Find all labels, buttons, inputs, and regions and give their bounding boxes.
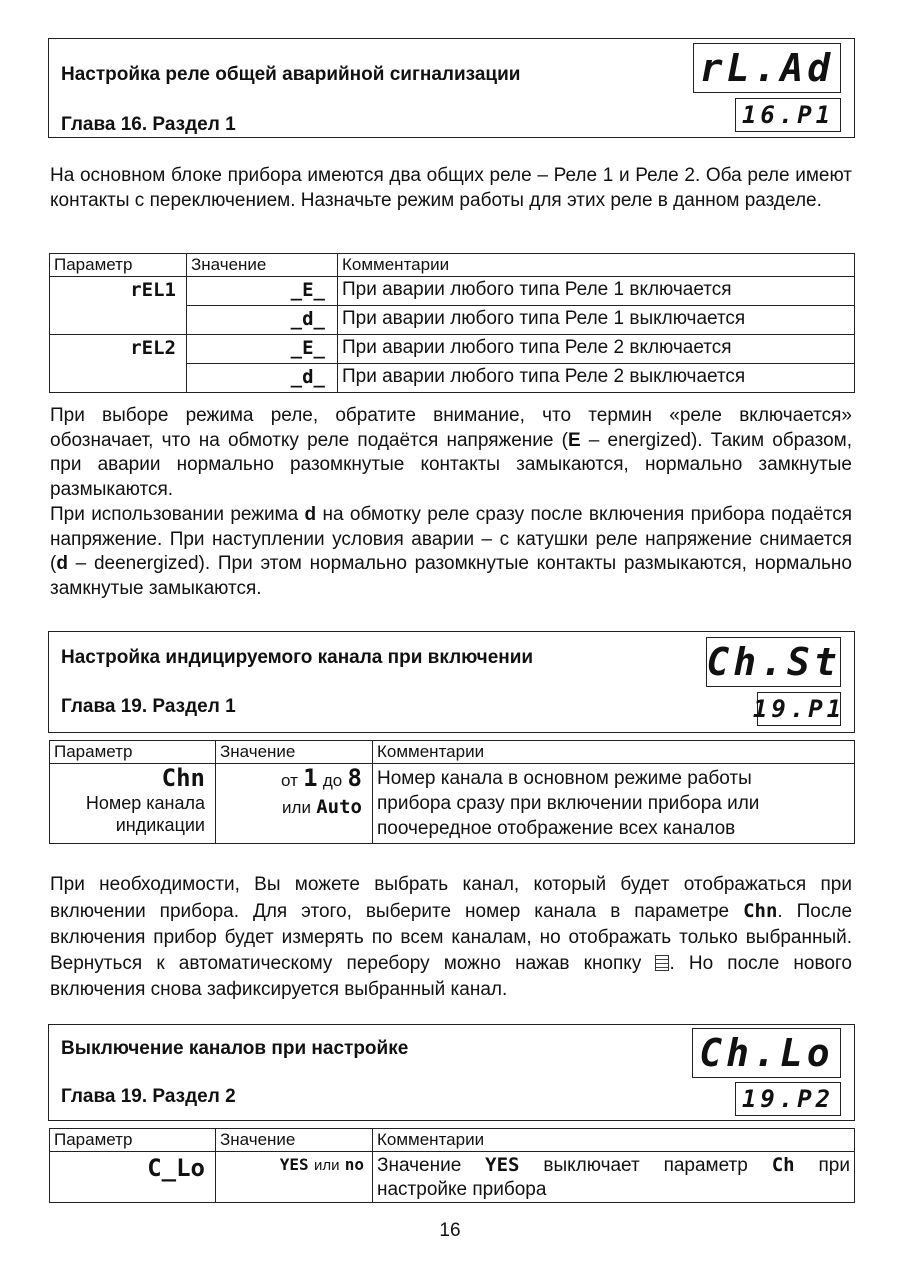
header-param: Параметр xyxy=(50,741,216,764)
section1-note1 xyxy=(50,404,852,502)
comment-text: Значение xyxy=(377,1155,486,1176)
note-bold: E xyxy=(567,429,581,451)
value-word: или xyxy=(282,798,311,817)
header-value: Значение xyxy=(216,1129,373,1152)
note-text: При выборе режима реле, обратите внимание, что термин «реле включается» обозначает, что на обмотку реле подаётся напряжение ( xyxy=(50,405,852,451)
table-row xyxy=(50,764,855,844)
value-cell: _E_ xyxy=(187,277,338,306)
value-code: 1 xyxy=(303,764,318,792)
section2-chapter: Глава 19. Раздел 1 xyxy=(61,696,236,717)
menu-button-icon xyxy=(655,955,669,971)
value-cell: _d_ xyxy=(187,364,338,393)
param-rel2: rEL2 xyxy=(50,335,187,393)
param-desc-line2: индикации xyxy=(115,815,205,835)
note-bold: d xyxy=(304,504,317,525)
value-cell: _d_ xyxy=(187,306,338,335)
comment-cell: При аварии любого типа Реле 2 включается xyxy=(338,335,855,364)
table-header-row xyxy=(50,1129,855,1152)
table-row xyxy=(50,335,855,364)
note-text: – deenergized). При этом нормально разомкнутые контакты размыкаются, нормально замкнутые замыкаются. xyxy=(50,553,852,599)
note-text: на обмотку реле сразу после включения прибора подаётся напряжение. При наступлении условия аварии – с катушки реле напряжение снимается ( xyxy=(50,504,852,574)
table-row xyxy=(50,1152,855,1203)
value-code: no xyxy=(344,1155,364,1174)
value-code: YES xyxy=(279,1155,309,1174)
param-desc-line1: Номер канала xyxy=(85,793,205,813)
comment-code: Ch xyxy=(771,1154,795,1176)
section3-title: Выключение каналов при настройке xyxy=(61,1038,409,1059)
section2-display-sub: 19.P1 xyxy=(757,692,841,726)
comment-text: выключает параметр xyxy=(519,1155,772,1176)
table-header-row xyxy=(50,254,855,277)
value-cell xyxy=(216,1152,373,1203)
comment-text: при настройке прибора xyxy=(377,1155,850,1200)
section1-intro: На основном блоке прибора имеются два общих реле – Реле 1 и Реле 2. Оба реле имеют контакты с переключением. Назначьте режим работы для этих реле в данном разделе. xyxy=(50,165,852,211)
section1-table xyxy=(49,253,855,393)
section1-title: Настройка реле общей аварийной сигнализации xyxy=(61,64,521,85)
header-comment: Комментарии xyxy=(373,741,855,764)
value-cell xyxy=(216,764,373,844)
header-comment: Комментарии xyxy=(338,254,855,277)
para-code: Chn xyxy=(743,900,778,922)
header-value: Значение xyxy=(216,741,373,764)
comment-cell: При аварии любого типа Реле 1 выключается xyxy=(338,306,855,335)
section3-table xyxy=(49,1128,855,1203)
page-number: 16 xyxy=(439,1220,461,1241)
para-text: . Но после нового включения снова зафиксируется выбранный канал. xyxy=(50,953,853,1000)
section2-table xyxy=(49,740,855,844)
value-code: 8 xyxy=(347,764,362,792)
note-text: – energized). Таким образом, при аварии нормально разомкнутые контакты замыкаются, нормально замкнутые размыкаются. xyxy=(50,429,852,500)
section2-title: Настройка индицируемого канала при включении xyxy=(61,647,534,668)
comment-cell xyxy=(373,1152,855,1203)
note-bold: d xyxy=(56,553,68,574)
param-chn: Chn xyxy=(161,764,205,792)
section3-display-sub: 19.P2 xyxy=(735,1082,841,1116)
comment-cell: При аварии любого типа Реле 2 выключается xyxy=(338,364,855,393)
section1-chapter: Глава 16. Раздел 1 xyxy=(61,114,236,135)
para-text: . После включения прибор будет измерять по всем каналам, но отображать только выбранный. Вернуться к автоматическому перебору можно нажав кнопку xyxy=(50,901,853,974)
param-chn-cell xyxy=(50,764,216,844)
section1-note2 xyxy=(50,503,852,601)
note-text: При использовании режима xyxy=(50,504,305,525)
section1-display-sub: 16.P1 xyxy=(735,98,841,132)
param-rel1: rEL1 xyxy=(50,277,187,335)
value-word: или xyxy=(313,1157,340,1174)
section2-display-main: Ch.St xyxy=(706,637,841,687)
comment-code: YES xyxy=(485,1154,520,1176)
header-param: Параметр xyxy=(50,254,187,277)
section2-paragraph xyxy=(50,872,852,1003)
param-clo: C_Lo xyxy=(50,1152,216,1203)
value-word: от xyxy=(281,771,298,790)
para-text: При необходимости, Вы можете выбрать канал, который будет отображаться при включении прибора. Для этого, выберите номер канала в параметре xyxy=(50,874,852,922)
comment-cell: При аварии любого типа Реле 1 включается xyxy=(338,277,855,306)
section1-display-main: rL.Ad xyxy=(693,43,841,93)
section3-chapter: Глава 19. Раздел 2 xyxy=(61,1086,236,1107)
value-cell: _E_ xyxy=(187,335,338,364)
section3-display-main: Ch.Lo xyxy=(692,1028,841,1078)
header-param: Параметр xyxy=(50,1129,216,1152)
table-row xyxy=(50,277,855,306)
comment-cell: Номер канала в основном режиме работы прибора сразу при включении прибора или поочередное отображение всех каналов xyxy=(373,764,855,844)
value-code: Auto xyxy=(316,796,362,818)
table-header-row xyxy=(50,741,855,764)
value-range xyxy=(220,764,362,795)
value-word: до xyxy=(322,771,343,790)
value-alt xyxy=(220,795,362,820)
header-comment: Комментарии xyxy=(373,1129,855,1152)
header-value: Значение xyxy=(187,254,338,277)
